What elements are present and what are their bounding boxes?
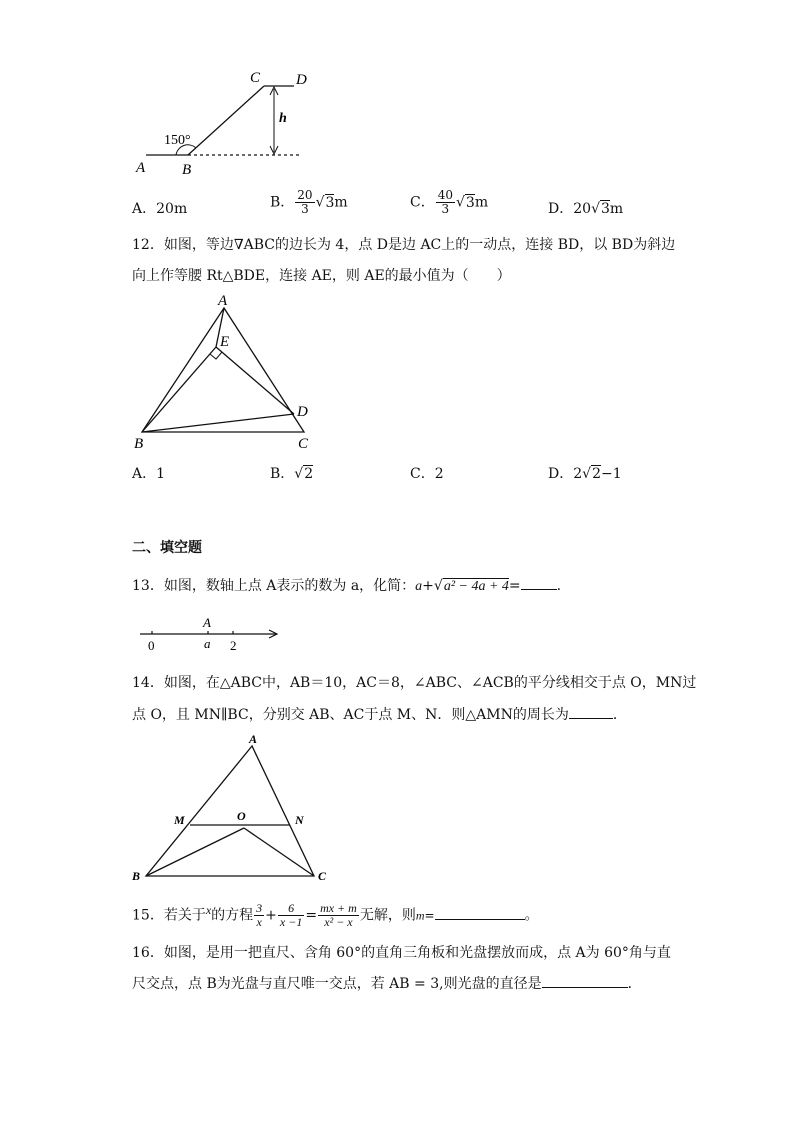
q12-line1: 12．如图，等边∇ABC的边长为 4，点 D是边 AC上的一动点，连接 BD，以 BD为斜边 [132,237,676,253]
q16-line1: 16．如图，是用一把直尺、含角 60°的直角三角板和光盘摆放而成，点 A为 60°角与直 [132,945,671,961]
equals: = [424,908,435,923]
label-point-a: A [203,615,211,630]
q16-line2 [132,973,642,993]
section-title: 二、填空题 [132,540,202,556]
numerator: 40 [437,188,453,202]
q15-text [132,896,539,930]
q11-option-a [132,198,187,218]
end-punct: 。 [524,907,539,924]
sqrt-sign: √ [433,578,443,594]
denominator: 3 [441,202,450,216]
coefficient: 20 [573,201,592,217]
option-value: 2 [434,466,444,482]
fraction-3 [318,902,359,929]
expr-eq: = [508,578,521,594]
answer-blank[interactable] [542,987,628,988]
denominator: x [256,915,262,930]
q11-option-d [548,198,623,218]
option-label: D． [548,201,574,217]
denominator: x −1 [279,915,303,930]
label-a: a [204,636,211,651]
label-angle: 150° [164,133,191,148]
q12-option-a [132,463,165,483]
slope-line [188,86,264,155]
q13-prompt: 13．如图，数轴上点 A表示的数为 a，化简： [132,578,416,594]
fraction-1 [254,902,264,929]
number-line-figure [136,612,286,654]
triangle-amn-figure [128,730,338,886]
unit: m [609,201,624,217]
radicand: 3 [465,194,475,211]
right-angle-mark [210,352,222,359]
equals: = [305,907,318,924]
numerator: 3 [256,901,263,916]
sqrt-sign: √ [582,466,592,482]
q11-option-c [410,189,488,216]
answer-blank[interactable] [521,589,557,590]
q12-option-c [410,463,444,483]
q11-option-b [270,189,348,216]
q14-line1: 14．如图，在△ABC中，AB＝10，AC＝8，∠ABC、∠ACB的平分线相交于点 O，MN过 [132,675,697,691]
numerator: mx + m [320,901,357,916]
q12-option-b [270,463,313,483]
unit: m [474,194,489,211]
denominator: 3 [301,202,309,216]
option-label: B． [270,194,295,211]
option-label: A． [132,466,157,482]
label-zero: 0 [148,638,155,653]
radicand: a² − 4a + 4 [443,579,509,594]
radicand: 2 [592,466,601,482]
option-label: B． [270,466,295,482]
q12-option-d [548,463,622,483]
var-x: x [205,903,212,917]
label-e: E [220,334,230,350]
label-two: 2 [230,638,237,653]
triangle-abc [146,746,314,876]
option-label: C． [410,466,435,482]
triangle-abc [142,308,304,432]
option-label: C． [410,194,435,211]
fraction-2 [278,902,304,929]
radicand: 3 [325,194,335,211]
sqrt-sign: √ [591,201,600,217]
label-c: C [250,70,261,86]
segment-co [244,828,314,876]
sqrt-sign: √ [294,466,304,482]
label-b: B [134,436,144,452]
q14-line2 [132,704,627,724]
expr-plus: + [422,578,434,594]
label-c: C [298,436,309,452]
q13-text [132,575,561,595]
q16-line2-text: 尺交点，点 B为光盘与直尺唯一交点，若 AB = 3,则光盘的直径是 [132,976,542,992]
segment-bd [142,414,294,432]
label-b: B [132,869,141,883]
segment-bo [146,828,244,876]
option-value: 1 [156,466,166,482]
label-a: A [249,732,258,746]
option-label: D． [548,466,574,482]
expr-a: a [415,579,423,594]
label-h: h [279,111,287,126]
end-punct: ． [612,707,627,723]
fraction [436,189,455,216]
sqrt-sign: √ [315,194,325,211]
q14-line2-text: 点 O，且 MN∥BC，分别交 AB、AC于点 M、N．则△AMN的周长为 [132,707,569,723]
fraction [295,189,314,216]
answer-blank[interactable] [435,919,525,920]
end-punct: . [556,578,562,594]
denominator: x² − x [324,915,353,930]
slope-figure [130,62,320,180]
label-b: B [182,162,192,178]
suffix: −1 [601,466,622,482]
triangle-abc-figure [128,290,328,452]
numerator: 6 [278,902,304,916]
option-label: A． [132,201,157,217]
label-m: M [174,813,185,827]
numerator: 20 [297,188,313,202]
label-n: N [295,813,304,827]
label-d: D [297,404,308,420]
label-o: O [237,809,246,823]
coefficient: 2 [573,466,583,482]
label-d: D [296,72,307,88]
option-value: 20m [156,201,188,217]
q15-mid: 的方程 [211,907,254,924]
label-a: A [136,160,146,176]
segment-be [142,347,216,432]
radicand: 3 [600,201,610,217]
end-punct: ． [627,976,642,992]
plus: + [265,907,277,924]
answer-blank[interactable] [569,718,613,719]
var-m: m [415,908,425,923]
sqrt-sign: √ [456,194,465,211]
q12-line2: 向上作等腰 Rt△BDE，连接 AE，则 AE的最小值为（ ） [132,268,511,284]
radicand: 2 [304,466,314,482]
unit: m [334,194,348,211]
q15-prefix: 15．若关于 [132,907,206,924]
q15-post: 无解，则 [359,907,416,924]
label-a: A [218,293,228,309]
label-c: C [318,869,327,883]
